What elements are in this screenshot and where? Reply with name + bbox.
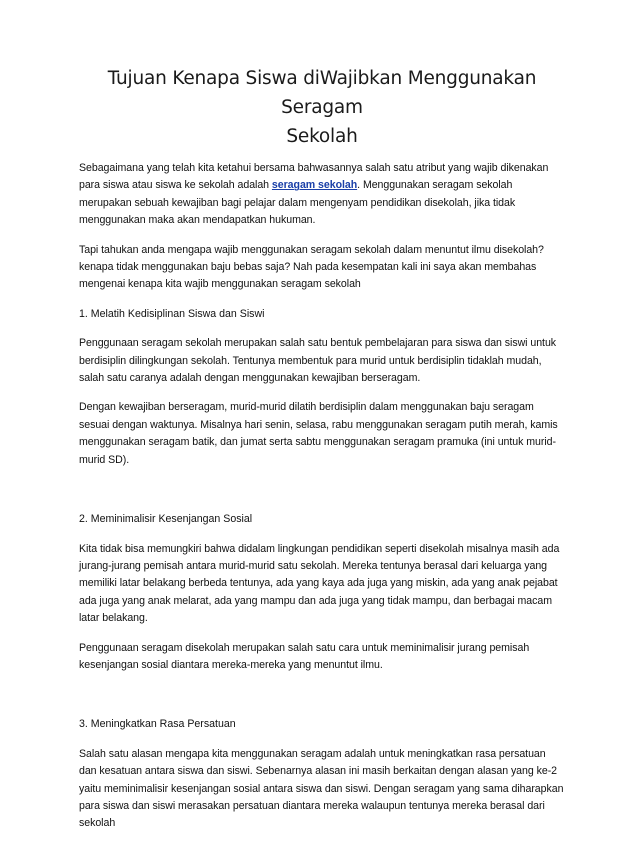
intro-text-after-link: . Menggunakan seragam sekolah merupakan sebuah kewajiban bagi pelajar dalam mengenyam pendidikan disekolah, jika tidak menggunakan maka akan mendapatkan hukuman. xyxy=(79,179,516,227)
question-paragraph: Tapi tahukan anda mengapa wajib menggunakan seragam sekolah dalam menuntut ilmu disekolah? kenapa tidak menggunakan baju bebas saja? Nah pada kesempatan kali ini saya akan membahas mengenai kenapa kita wajib menggunakan seragam sekolah xyxy=(79,243,544,291)
spacer xyxy=(79,481,565,511)
section-3-paragraph-1: Salah satu alasan mengapa kita menggunakan seragam adalah untuk meningkatkan rasa persatuan dan kesatuan antara siswa dan siswi. Sebenarnya alasan ini masih berkaitan dengan alasan yang ke-2 yaitu meminimalisir kesenjangan sosial antara siswa dan siswi. Dengan seragam yang sama diharapkan para siswa dan siswi merasakan persatuan diantara mereka walaupun tentunya mereka berasal dari sekolah xyxy=(79,747,564,830)
section-2-heading: 2. Meminimalisir Kesenjangan Sosial xyxy=(79,513,253,526)
section-2-paragraph-1: Kita tidak bisa memungkiri bahwa didalam lingkungan pendidikan seperti disekolah misalnya masih ada jurang-jurang pemisah antara murid-murid satu sekolah. Mereka tentunya berasal dari keluarga yang memiliki latar belakang berbeda tentunya, ada yang kaya ada juga yang miskin, ada yang anak pejabat ada juga yang anak melarat, ada yang mampu dan ada juga yang tidak mampu, dan berbagai macam latar belakang. xyxy=(79,542,560,625)
title-line-2: Sekolah xyxy=(286,126,358,147)
section-1-paragraph-2: Dengan kewajiban berseragam, murid-murid dilatih berdisiplin dalam menggunakan baju seragam sesuai dengan waktunya. Misalnya hari senin, selasa, rabu menggunakan seragam putih merah, kamis menggunakan seragam batik, dan jumat serta sabtu menggunakan seragam pramuka (ini untuk murid-murid SD). xyxy=(79,401,558,466)
section-2-paragraph-2: Penggunaan seragam disekolah merupakan salah satu cara untuk meminimalisir jurang pemisah kesenjangan sosial diantara mereka-mereka yang menuntut ilmu. xyxy=(79,641,530,671)
document-title xyxy=(79,64,565,151)
document-page xyxy=(79,64,565,845)
spacer xyxy=(79,686,565,716)
section-3-heading: 3. Meningkatkan Rasa Persatuan xyxy=(79,718,236,731)
intro-paragraph xyxy=(79,160,565,230)
section-1-paragraph-1: Penggunaan seragam sekolah merupakan salah satu bentuk pembelajaran para siswa dan siswi untuk berdisiplin dilingkungan sekolah. Tentunya membentuk para murid untuk berdisiplin tidaklah mudah, salah satu caranya adalah dengan menggunakan kewajiban berseragam. xyxy=(79,337,557,385)
section-1-heading: 1. Melatih Kedisiplinan Siswa dan Siswi xyxy=(79,307,265,320)
seragam-sekolah-link[interactable]: seragam sekolah xyxy=(271,179,358,192)
title-line-1: Tujuan Kenapa Siswa diWajibkan Menggunakan Seragam xyxy=(107,68,537,118)
intro-text-before-link: Sebagaimana yang telah kita ketahui bersama bahwasannya salah satu atribut yang wajib dikenakan para siswa atau siswa ke sekolah adalah xyxy=(79,162,549,192)
